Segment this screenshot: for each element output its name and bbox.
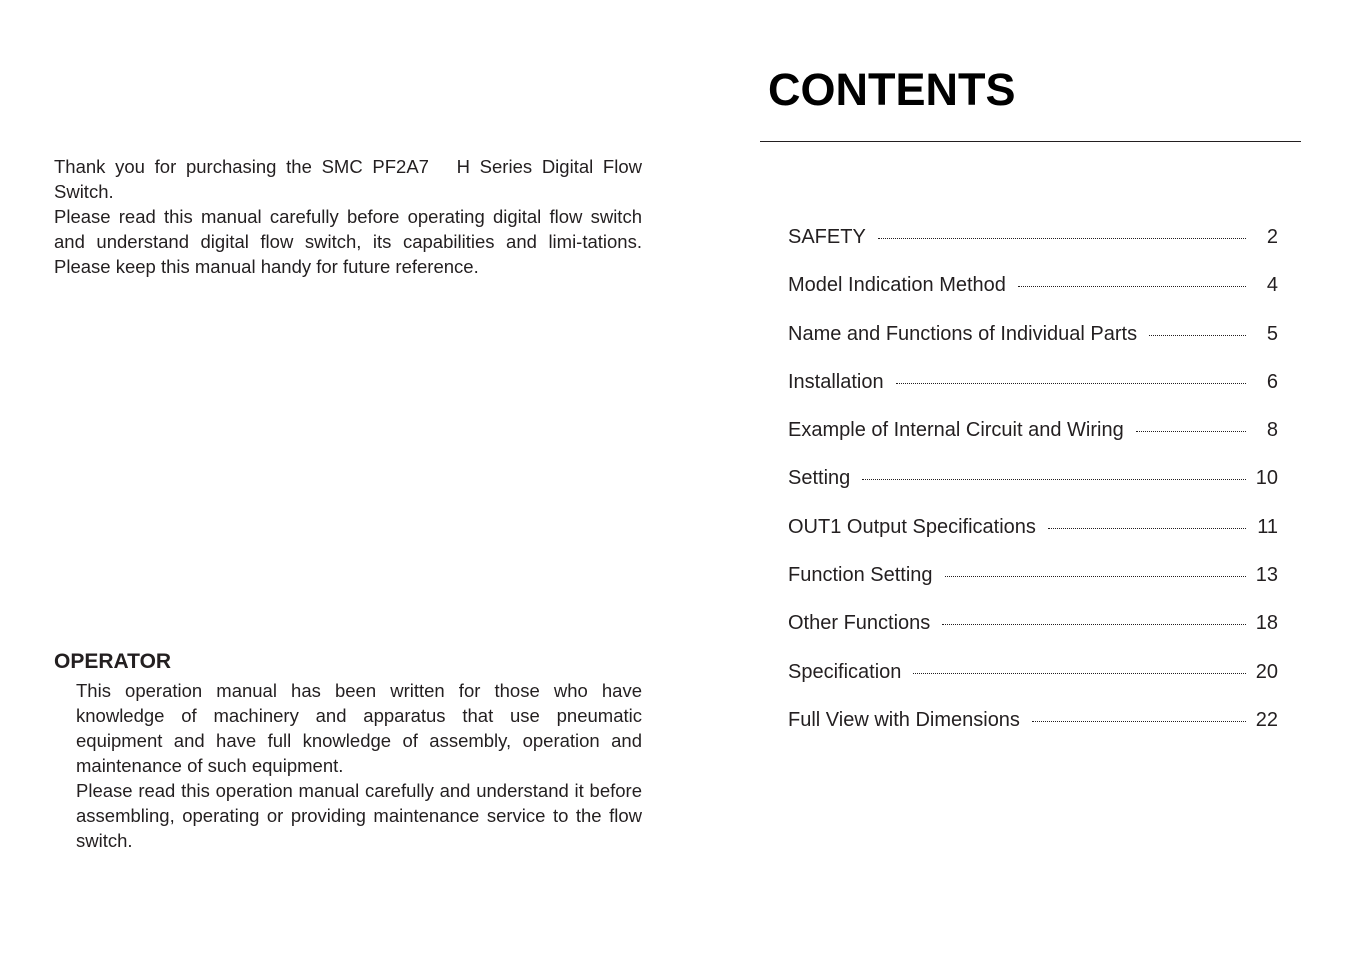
toc-entry-label: Model Indication Method xyxy=(788,274,1006,297)
dot-leader xyxy=(1149,335,1246,336)
toc-page-number: 4 xyxy=(1266,274,1278,297)
toc-entry-label: Specification xyxy=(788,660,902,683)
intro-section xyxy=(54,154,642,279)
toc-entry-label: Setting xyxy=(788,467,851,490)
toc-entry-label: Name and Functions of Individual Parts xyxy=(788,322,1138,345)
toc-page-number: 6 xyxy=(1266,370,1278,393)
toc-entry-name-and-functions[interactable] xyxy=(788,321,1278,369)
left-page xyxy=(54,0,642,954)
dot-leader xyxy=(896,383,1246,384)
operator-heading: OPERATOR xyxy=(54,650,172,673)
dot-leader xyxy=(1018,286,1246,287)
dot-leader xyxy=(1032,721,1246,722)
dot-leader xyxy=(878,238,1246,239)
toc-entry-setting[interactable] xyxy=(788,465,1278,513)
right-page xyxy=(760,0,1301,954)
operator-paragraph: This operation manual has been written for those who have knowledge of machinery and apparatus that use pneumatic equipment and have full knowledge of assembly, operation and maintenance of such equipment. xyxy=(76,680,642,776)
toc-page-number: 18 xyxy=(1255,612,1278,635)
contents-divider xyxy=(760,141,1301,142)
toc-entry-label: Other Functions xyxy=(788,612,931,635)
toc-page-number: 11 xyxy=(1257,515,1278,538)
table-of-contents xyxy=(788,224,1278,755)
dot-leader xyxy=(913,673,1246,674)
toc-page-number: 22 xyxy=(1255,708,1278,731)
toc-entry-installation[interactable] xyxy=(788,369,1278,417)
toc-entry-model-indication-method[interactable] xyxy=(788,272,1278,320)
intro-paragraph: Please read this manual carefully before operating digital flow switch and understand digital flow switch, its capabilities and limi-tations. Please keep this manual handy for future reference. xyxy=(54,206,642,277)
toc-entry-label: Function Setting xyxy=(788,564,933,587)
toc-entry-full-view-dimensions[interactable] xyxy=(788,707,1278,755)
toc-entry-internal-circuit-wiring[interactable] xyxy=(788,417,1278,465)
toc-entry-out1-output-specifications[interactable] xyxy=(788,514,1278,562)
toc-page-number: 8 xyxy=(1266,419,1278,442)
toc-entry-label: SAFETY xyxy=(788,226,866,248)
toc-entry-label: Full View with Dimensions xyxy=(788,708,1020,731)
toc-page-number: 2 xyxy=(1266,226,1278,248)
intro-paragraph: Thank you for purchasing the SMC PF2A7 H Series Digital Flow Switch. xyxy=(54,156,642,202)
dot-leader xyxy=(942,624,1246,625)
operator-section xyxy=(76,678,642,853)
toc-entry-label: Example of Internal Circuit and Wiring xyxy=(788,419,1124,442)
contents-title: CONTENTS xyxy=(768,64,1016,115)
toc-entry-label: Installation xyxy=(788,370,884,393)
toc-entry-label: OUT1 Output Specifications xyxy=(788,515,1036,538)
toc-entry-specification[interactable] xyxy=(788,659,1278,707)
operator-paragraph: Please read this operation manual carefully and understand it before assembling, operating or providing maintenance service to the flow switch. xyxy=(76,780,642,851)
dot-leader xyxy=(862,479,1246,480)
toc-page-number: 5 xyxy=(1266,322,1278,345)
toc-page-number: 20 xyxy=(1255,660,1278,683)
toc-page-number: 13 xyxy=(1255,564,1278,587)
toc-page-number: 10 xyxy=(1255,467,1278,490)
toc-entry-other-functions[interactable] xyxy=(788,610,1278,658)
dot-leader xyxy=(945,576,1246,577)
dot-leader xyxy=(1136,431,1246,432)
toc-entry-function-setting[interactable] xyxy=(788,562,1278,610)
toc-entry-safety[interactable] xyxy=(788,224,1278,272)
dot-leader xyxy=(1048,528,1246,529)
